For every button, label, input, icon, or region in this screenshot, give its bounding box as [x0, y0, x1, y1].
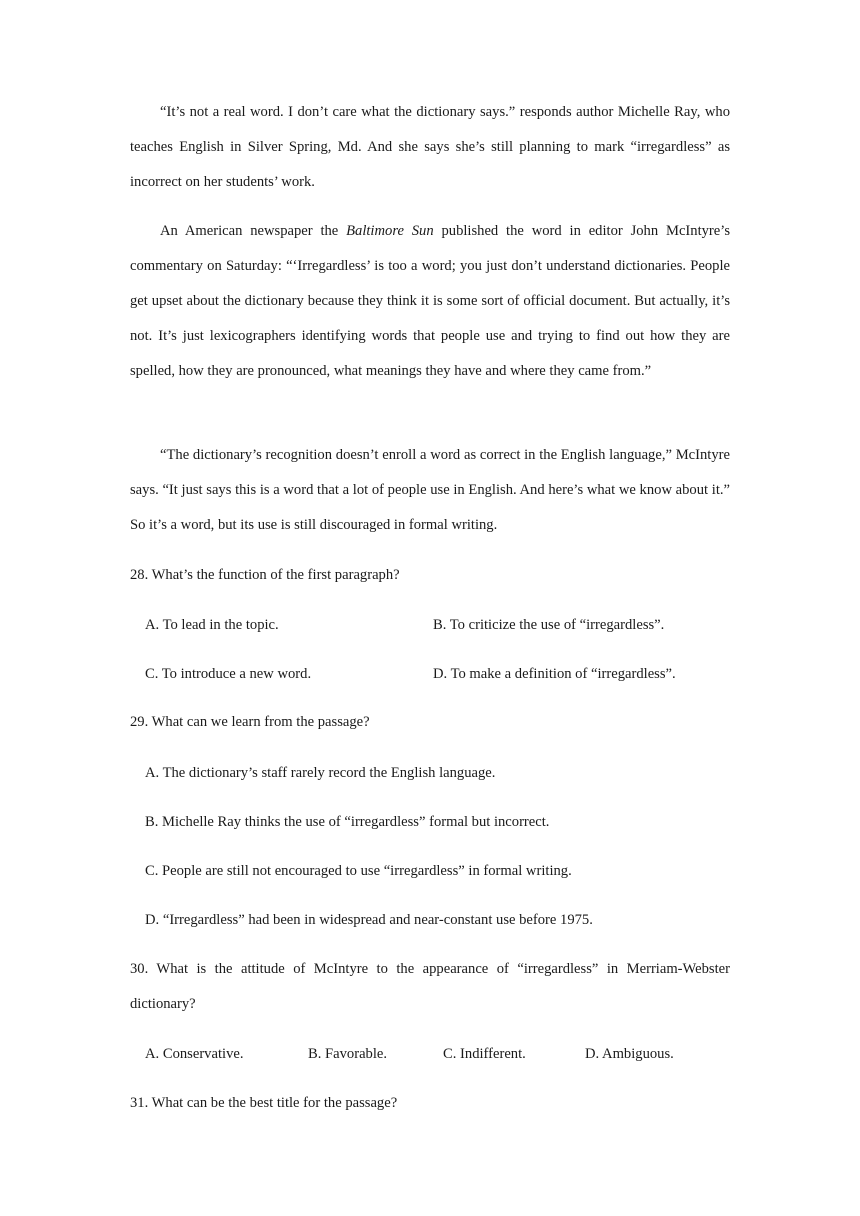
question-28-option-d: D. To make a definition of “irregardless”.	[433, 666, 676, 682]
question-28-option-b: B. To criticize the use of “irregardless”.	[433, 617, 665, 633]
question-29-option-a: A. The dictionary’s staff rarely record the English language.	[145, 765, 496, 781]
question-31-stem: 31. What can be the best title for the passage?	[130, 1095, 398, 1111]
paragraph-2	[130, 214, 730, 389]
question-30-option-c: C. Indifferent.	[443, 1046, 526, 1062]
question-28-option-c: C. To introduce a new word.	[145, 666, 312, 682]
question-29-option-c: C. People are still not encouraged to use “irregardless” in formal writing.	[145, 863, 572, 879]
paragraph-2-text-a: An American newspaper the	[160, 223, 347, 239]
question-28-stem: 28. What’s the function of the first paragraph?	[130, 567, 400, 583]
question-30-stem: 30. What is the attitude of McIntyre to the appearance of “irregardless” in Merriam-Webster dictionary?	[130, 961, 730, 1012]
paragraph-1: “It’s not a real word. I don’t care what the dictionary says.” responds author Michelle Ray, who teaches English in Silver Spring, Md. And she says she’s still planning to mark “irregardless” as incorrect on her students’ work.	[130, 104, 730, 190]
question-30-option-d: D. Ambiguous.	[585, 1046, 674, 1062]
paragraph-3: “The dictionary’s recognition doesn’t enroll a word as correct in the English language,” McIntyre says. “It just says this is a word that a lot of people use in English. And here’s what we know about it.” So it’s a word, but its use is still discouraged in formal writing.	[130, 447, 730, 533]
question-30-option-b: B. Favorable.	[308, 1046, 388, 1062]
question-30-option-a: A. Conservative.	[145, 1046, 244, 1062]
paragraph-2-text-b: published the word in editor John McIntyre’s commentary on Saturday: “‘Irregardless’ is too a word; you just don’t understand dictionaries. People get upset about the dictionary because they think it is some sort of official document. But actually, it’s not. It’s just lexicographers identifying words that people use and trying to find out how they are spelled, how they are pronounced, what meanings they have and where they came from.”	[130, 223, 731, 379]
question-29-stem: 29. What can we learn from the passage?	[130, 714, 370, 730]
question-28-option-a: A. To lead in the topic.	[145, 617, 279, 633]
newspaper-name: Baltimore Sun	[346, 223, 434, 239]
question-29-option-b: B. Michelle Ray thinks the use of “irregardless” formal but incorrect.	[145, 814, 550, 830]
question-29-option-d: D. “Irregardless” had been in widespread and near-constant use before 1975.	[145, 912, 593, 928]
